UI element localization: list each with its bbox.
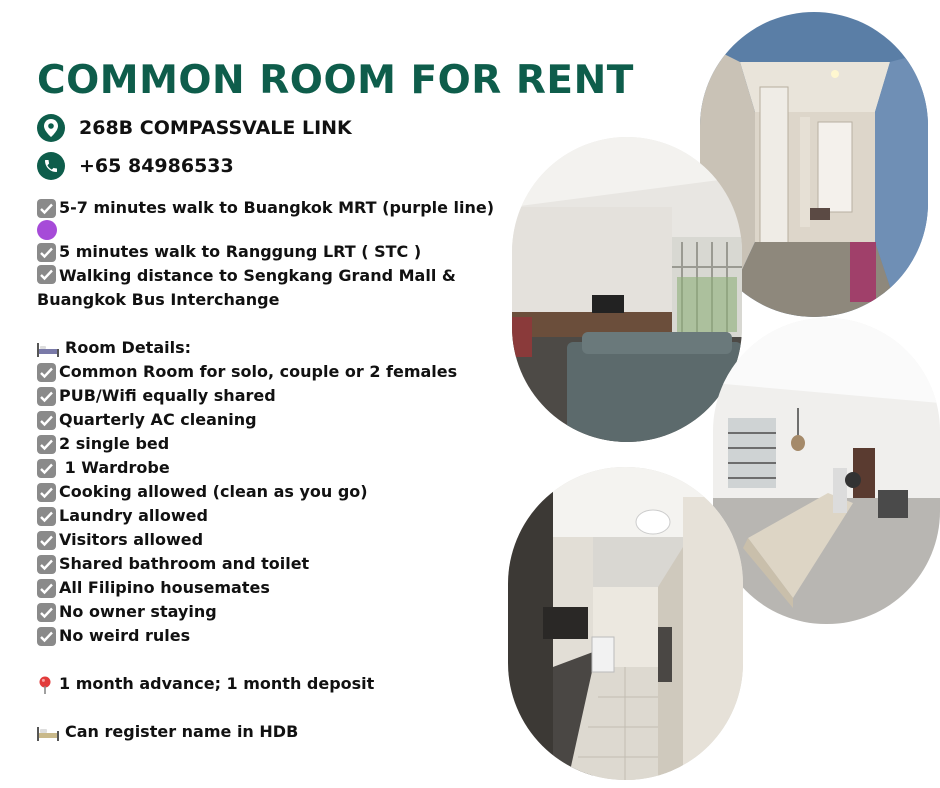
checkbox-icon [37,483,56,502]
hdb-row: Can register name in HDB [37,720,477,744]
phone-row [37,152,234,180]
room-details-heading: Room Details: [37,336,477,360]
checkbox-icon [37,363,56,382]
address-text: 268B COMPASSVALE LINK [79,117,352,139]
checkbox-icon [37,603,56,622]
list-item: All Filipino housemates [37,576,477,600]
checkbox-icon [37,411,56,430]
bed-icon [37,724,59,740]
checkbox-icon [37,555,56,574]
details-list [37,196,495,744]
checkbox-icon [37,387,56,406]
list-item: 5 minutes walk to Ranggung LRT ( STC ) [37,240,477,264]
list-item: PUB/Wifi equally shared [37,384,477,408]
location-pin-icon [37,114,65,142]
checkbox-icon [37,199,56,218]
checkbox-icon [37,435,56,454]
list-item: No owner staying [37,600,477,624]
list-item: No weird rules [37,624,477,648]
list-item: Common Room for solo, couple or 2 females [37,360,477,384]
list-item: 5-7 minutes walk to Buangkok MRT (purple line) [37,196,477,220]
living-room-photo [512,137,742,442]
dining-room-photo [713,318,940,624]
checkbox-icon [37,627,56,646]
checkbox-icon [37,507,56,526]
payment-row: 1 month advance; 1 month deposit [37,672,477,696]
list-item: Quarterly AC cleaning [37,408,477,432]
red-pin-icon [37,676,57,692]
phone-icon [37,152,65,180]
address-row [37,114,352,142]
purple-circle-icon [37,220,57,240]
phone-text: +65 84986533 [79,155,234,177]
kitchen-photo [508,467,743,780]
bed-icon [37,340,59,356]
list-item: Laundry allowed [37,504,477,528]
list-item: 1 Wardrobe [37,456,477,480]
list-item: Walking distance to Sengkang Grand Mall & Buangkok Bus Interchange [37,266,456,309]
list-item: Cooking allowed (clean as you go) [37,480,477,504]
checkbox-icon [37,265,56,284]
checkbox-icon [37,459,56,478]
checkbox-icon [37,579,56,598]
page-title: COMMON ROOM FOR RENT [37,58,634,103]
list-item: 2 single bed [37,432,477,456]
list-item: Visitors allowed [37,528,477,552]
list-item: Shared bathroom and toilet [37,552,477,576]
checkbox-icon [37,531,56,550]
checkbox-icon [37,243,56,262]
list-item [37,220,477,240]
